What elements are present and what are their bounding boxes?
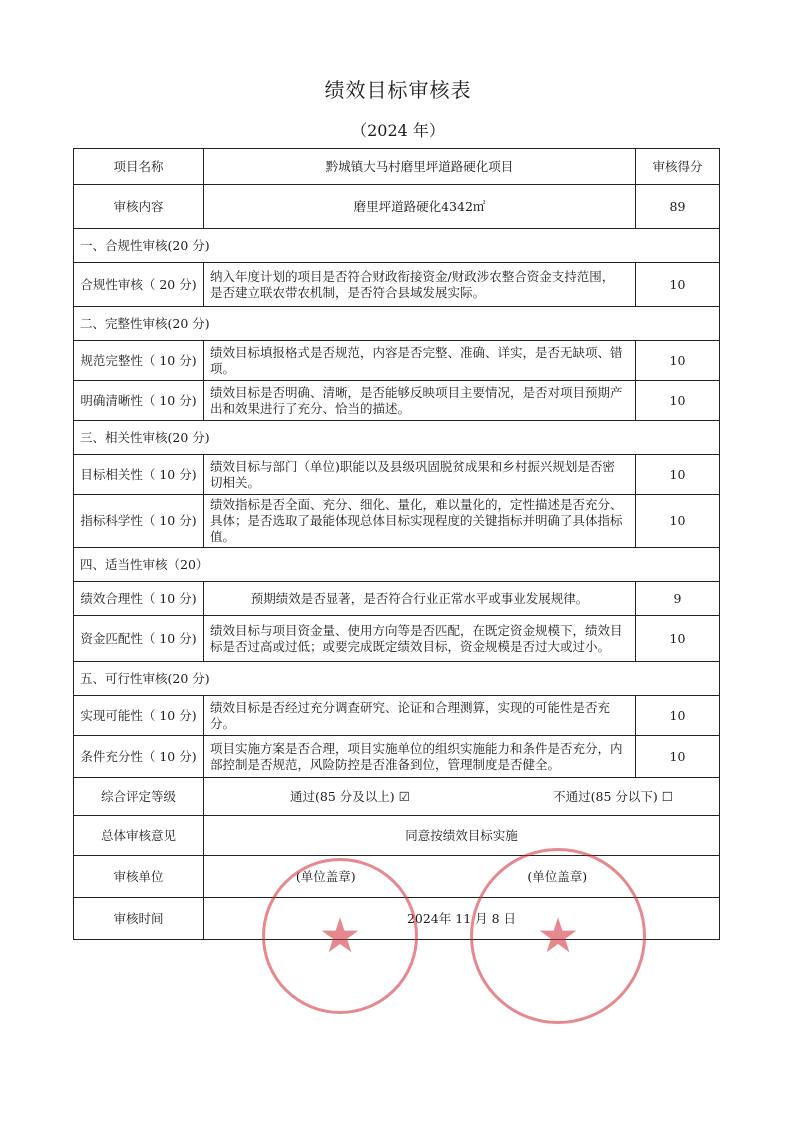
criterion-description: 预期绩效是否显著，是否符合行业正常水平或事业发展规律。 [204, 582, 636, 616]
criterion-row [74, 495, 720, 548]
criterion-description: 绩效指标是否全面、充分、细化、量化，难以量化的，定性描述是否充分、 具体；是否选取了最能体现总体目标实现程度的关键指标并明确了具体指标 值。 [204, 495, 636, 548]
criterion-row [74, 616, 720, 662]
criterion-row [74, 381, 720, 421]
criterion-score: 10 [636, 381, 720, 421]
year-subtitle: （2024 年） [351, 121, 445, 140]
section-heading-row [74, 229, 720, 263]
review-table [73, 148, 720, 940]
criterion-label: 实现可能性（ 10 分) [74, 696, 204, 736]
fail-option: 不通过(85 分以下) ☐ [553, 788, 673, 804]
criterion-label: 明确清晰性（ 10 分) [74, 381, 204, 421]
content-value: 磨里坪道路硬化4342㎡ [204, 185, 636, 229]
rating-label: 综合评定等级 [74, 778, 204, 816]
criterion-label: 规范完整性（ 10 分) [74, 341, 204, 381]
checked-box-icon: ☑ [398, 788, 410, 804]
section-heading-row [74, 307, 720, 341]
criterion-description: 项目实施方案是否合理，项目实施单位的组织实施能力和条件是否充分，内 部控制是否规范，风险防控是否准备到位，管理制度是否健全。 [204, 736, 636, 778]
criterion-score: 10 [636, 495, 720, 548]
criterion-row [74, 736, 720, 778]
page-title: 绩效目标审核表 [324, 78, 472, 102]
criterion-description: 绩效目标填报格式是否规范，内容是否完整、准确、详实，是否无缺项、错 项。 [204, 341, 636, 381]
criterion-score: 10 [636, 616, 720, 662]
rating-options [204, 778, 720, 816]
criterion-description: 绩效目标与部门（单位)职能以及县级巩固脱贫成果和乡村振兴规划是否密 切相关。 [204, 455, 636, 495]
right-official-seal [470, 848, 646, 1024]
opinion-value: 同意按绩效目标实施 [204, 816, 720, 856]
project-name-label: 项目名称 [74, 149, 204, 185]
project-name-value: 黔城镇大马村磨里坪道路硬化项目 [204, 149, 636, 185]
criterion-score: 10 [636, 696, 720, 736]
criterion-row [74, 455, 720, 495]
criterion-label: 绩效合理性（ 10 分) [74, 582, 204, 616]
criterion-description: 绩效目标是否经过充分调查研究、论证和合理测算，实现的可能性是否充分。 [204, 696, 636, 736]
opinion-row [74, 816, 720, 856]
criterion-row [74, 263, 720, 307]
section-heading: 三、相关性审核(20 分) [74, 421, 720, 455]
section-heading-row [74, 421, 720, 455]
pass-option: 通过(85 分及以上) ☑ [290, 788, 410, 804]
criterion-score: 9 [636, 582, 720, 616]
criterion-description: 绩效目标是否明确、清晰，是否能够反映项目主要情况，是否对项目预期产 出和效果进行了充分、恰当的描述。 [204, 381, 636, 421]
opinion-label: 总体审核意见 [74, 816, 204, 856]
criterion-description: 绩效目标与项目资金量、使用方向等是否匹配，在既定资金规模下，绩效目 标是否过高或过低；或要完成既定绩效目标，资金规模是否过大或过小。 [204, 616, 636, 662]
unit-label: 审核单位 [74, 856, 204, 898]
criterion-description: 纳入年度计划的项目是否符合财政衔接资金/财政涉农整合资金支持范围， 是否建立联农带农机制，是否符合县域发展实际。 [204, 263, 636, 307]
criterion-row [74, 582, 720, 616]
content-row [74, 185, 720, 229]
section-heading: 二、完整性审核(20 分) [74, 307, 720, 341]
criterion-score: 10 [636, 341, 720, 381]
star-icon: ★ [536, 908, 580, 964]
left-official-seal [262, 858, 418, 1014]
unit-seal-right: (单位盖章) [527, 868, 588, 884]
time-label: 审核时间 [74, 898, 204, 940]
section-heading: 一、合规性审核(20 分) [74, 229, 720, 263]
unit-seal-left: (单位盖章) [295, 868, 356, 884]
star-icon: ★ [318, 908, 362, 964]
content-label: 审核内容 [74, 185, 204, 229]
header-row [74, 149, 720, 185]
time-value: 2024年 11 月 8 日 [204, 898, 720, 940]
section-heading-row [74, 662, 720, 696]
criterion-label: 条件充分性（ 10 分) [74, 736, 204, 778]
criterion-row [74, 696, 720, 736]
section-heading: 五、可行性审核(20 分) [74, 662, 720, 696]
criterion-label: 合规性审核（ 20 分) [74, 263, 204, 307]
section-heading-row [74, 548, 720, 582]
criterion-score: 10 [636, 736, 720, 778]
criterion-score: 10 [636, 263, 720, 307]
total-score: 89 [636, 185, 720, 229]
criterion-label: 目标相关性（ 10 分) [74, 455, 204, 495]
criterion-label: 指标科学性（ 10 分) [74, 495, 204, 548]
section-heading: 四、适当性审核（20） [74, 548, 720, 582]
empty-box-icon: ☐ [661, 788, 673, 804]
criterion-label: 资金匹配性（ 10 分) [74, 616, 204, 662]
score-header: 审核得分 [636, 149, 720, 185]
rating-row [74, 778, 720, 816]
criterion-row [74, 341, 720, 381]
criterion-score: 10 [636, 455, 720, 495]
